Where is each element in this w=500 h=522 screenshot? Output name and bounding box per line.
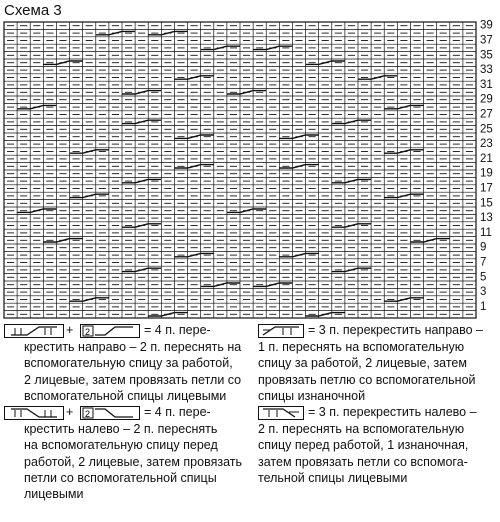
symbol-drawing [259, 407, 303, 419]
cross-right-4-symbol-b [80, 324, 140, 338]
cross-left-3-symbol [258, 406, 304, 420]
legend-line: 2 лицевые, затем провязать петли со [24, 372, 242, 387]
row-number-label: 19 [480, 167, 493, 180]
row-number-label: 7 [480, 256, 487, 269]
legend-line: спицу перед работой, 1 изнаночная, [258, 438, 469, 453]
legend-plus-2: + [66, 405, 74, 419]
row-number-label: 39 [480, 19, 493, 32]
legend-line: 2 п. переснять на вспомогательную [258, 422, 465, 436]
row-number-label: 25 [480, 123, 493, 136]
legend-line: петли со вспомогательной спицы [24, 470, 217, 485]
legend-line: 1 п. переснять на вспомогательную [258, 340, 465, 354]
cross-left-4-symbol-b [80, 406, 140, 420]
chart-grid [4, 22, 476, 318]
legend-line: затем провязать петли со вспомога- [258, 454, 468, 469]
cross-left-4-symbol-a [4, 406, 64, 420]
legend-line: крестить направо – 2 п. переснять на [24, 340, 242, 354]
legend-line: спицы изнаночной [258, 388, 366, 403]
legend-1-line1: = 4 п. пере- [144, 323, 211, 337]
cross-right-3-symbol [258, 324, 304, 338]
legend-line: крестить налево – 2 п. переснять [24, 422, 218, 436]
row-number-label: 29 [480, 93, 493, 106]
legend-line: вспомогательной спицы лицевыми [24, 388, 227, 403]
legend-3-line1: = 3 п. перекрестить направо – [308, 323, 483, 337]
row-number-label: 5 [480, 271, 487, 284]
legend-line: провязать петлю со вспомогательной [258, 372, 476, 387]
row-number-label: 9 [480, 241, 487, 254]
row-number-label: 21 [480, 152, 493, 165]
svg-text:2: 2 [85, 327, 91, 337]
legend-line: спицу за работой, 2 лицевые, затем [258, 356, 467, 371]
cross-right-4-symbol-a [4, 324, 64, 338]
legend-line: на вспомогательную спицу перед [24, 438, 218, 453]
symbol-drawing [5, 407, 63, 419]
row-number-label: 35 [480, 49, 493, 62]
row-number-label: 17 [480, 182, 493, 195]
row-number-label: 3 [480, 286, 487, 299]
symbol-drawing [81, 407, 139, 419]
row-number-label: 11 [480, 226, 492, 239]
svg-text:2: 2 [85, 409, 91, 419]
row-numbers [480, 20, 493, 313]
row-number-label: 23 [480, 138, 493, 151]
row-number-label: 27 [480, 108, 493, 121]
row-number-label: 13 [480, 212, 493, 225]
legend-4-line1: = 3 п. перекрестить налево – [308, 405, 477, 419]
symbol-drawing [259, 325, 303, 337]
row-number-label: 37 [480, 34, 493, 47]
legend-plus-1: + [66, 323, 74, 337]
row-number-label: 15 [480, 197, 493, 210]
symbol-drawing [81, 325, 139, 337]
row-number-label: 31 [480, 78, 493, 91]
chart-title: Схема 3 [4, 2, 62, 19]
legend-line: тельной спицы лицевыми [258, 470, 408, 485]
legend-line: вспомогательную спицу за работой, [24, 356, 233, 371]
symbol-drawing [5, 325, 63, 337]
legend-2-line1: = 4 п. пере- [144, 405, 211, 419]
row-number-label: 1 [480, 300, 487, 313]
row-number-label: 33 [480, 64, 493, 77]
legend-line: работой, 2 лицевые, затем провязать [24, 454, 242, 469]
legend-line: лицевыми [24, 487, 84, 502]
